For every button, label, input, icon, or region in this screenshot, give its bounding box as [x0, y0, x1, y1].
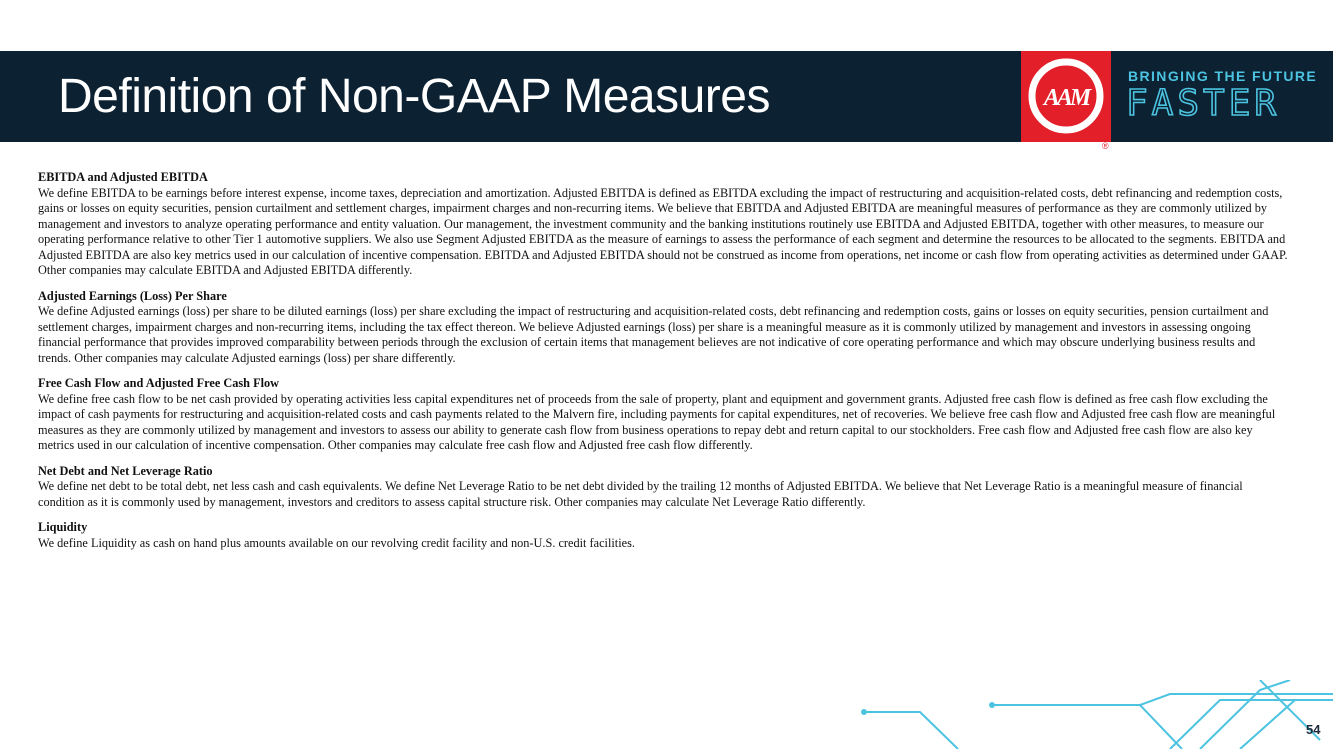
section-body: We define free cash flow to be net cash provided by operating activities less capital expenditures net of proceeds from the sale of property, plant and equipment and government grants. Adjusted free cash flow is defined as free cash flow excluding the impact of cash payments for restructuring and acquisition-related costs and cash payments related to the Malvern fire, including payments for capital expenditures, net of recoveries. We believe free cash flow and Adjusted free cash flow are meaningful measures as they are commonly utilized by management and investors to assess our ability to generate cash flow from business operations to repay debt and return capital to our stockholders. Free cash flow and Adjusted free cash flow are also key metrics used in our calculation of incentive compensation. Other companies may calculate free cash flow and Adjusted free cash flow differently. — [38, 391, 1276, 452]
tagline-bottom: FASTER — [1126, 83, 1281, 124]
section-heading: Liquidity — [38, 520, 88, 534]
section-heading: Adjusted Earnings (Loss) Per Share — [38, 288, 227, 303]
section-heading: EBITDA and Adjusted EBITDA — [38, 170, 208, 184]
aam-logo-icon — [1021, 51, 1111, 142]
section-net-debt — [38, 464, 1288, 511]
definitions-content — [38, 170, 1288, 561]
section-liquidity — [38, 520, 1288, 551]
section-body: We define Liquidity as cash on hand plus amounts available on our revolving credit facility and non-U.S. credit facilities. — [38, 535, 635, 550]
page-title: Definition of Non-GAAP Measures — [58, 70, 770, 123]
section-ebitda — [38, 170, 1288, 279]
tagline-top: BRINGING THE FUTURE — [1128, 68, 1318, 84]
aam-logo — [1021, 51, 1111, 142]
section-free-cash-flow — [38, 376, 1288, 454]
circuit-lines-decoration — [840, 680, 1333, 749]
section-heading: Net Debt and Net Leverage Ratio — [38, 463, 213, 478]
section-body: We define Adjusted earnings (loss) per share to be diluted earnings (loss) per share excluding the impact of restructuring and acquisition-related costs, debt refinancing and redemption costs, gains or losses on equity securities, pension curtailment and settlement charges, impairment charges and non-recurring items, including the tax effect thereon. We believe Adjusted earnings (loss) per share is a meaningful measure as it is commonly utilized by management and investors in assessing ongoing financial performance that provides improved comparability between periods through the exclusion of certain items that management believes are not indicative of core operating performance and which may obscure underlying business results and trends. Other companies may calculate Adjusted earnings (loss) per share differently. — [38, 304, 1269, 365]
section-body: We define net debt to be total debt, net less cash and cash equivalents. We define Net Leverage Ratio to be net debt divided by the trailing 12 months of Adjusted EBITDA. We believe that Net Leverage Ratio is a meaningful measure of financial condition as it is commonly used by management, investors and creditors to assess capital structure risk. Other companies may calculate Net Leverage Ratio differently. — [38, 479, 1243, 509]
registered-mark: ® — [1102, 141, 1109, 151]
page-number: 54 — [1306, 722, 1321, 737]
section-body: We define EBITDA to be earnings before interest expense, income taxes, depreciation and amortization. Adjusted EBITDA is defined as EBITDA excluding the impact of restructuring and acquisition-related costs, debt refinancing and redemption costs, gains or losses on equity securities, pension curtailment and settlement charges, impairment charges and non-recurring items. We believe that EBITDA and Adjusted EBITDA are meaningful measures of performance as they are commonly utilized by management and investors to analyze operating performance and entity valuation. Our management, the investment community and the banking institutions routinely use EBITDA and Adjusted EBITDA, together with other measures, to measure our operating performance relative to other Tier 1 automotive suppliers. We also use Segment Adjusted EBITDA as the measure of earnings to assess the performance of each segment and determine the resources to be allocated to the segments. EBITDA and Adjusted EBITDA are also key metrics used in our calculation of incentive compensation. EBITDA and Adjusted EBITDA should not be construed as income from operations, net income or cash flow from operating activities as determined under GAAP. Other companies may calculate EBITDA and Adjusted EBITDA differently. — [38, 185, 1288, 277]
logo-text: AAM — [1043, 85, 1089, 111]
section-adjusted-eps — [38, 289, 1288, 367]
section-heading: Free Cash Flow and Adjusted Free Cash Flow — [38, 376, 280, 390]
